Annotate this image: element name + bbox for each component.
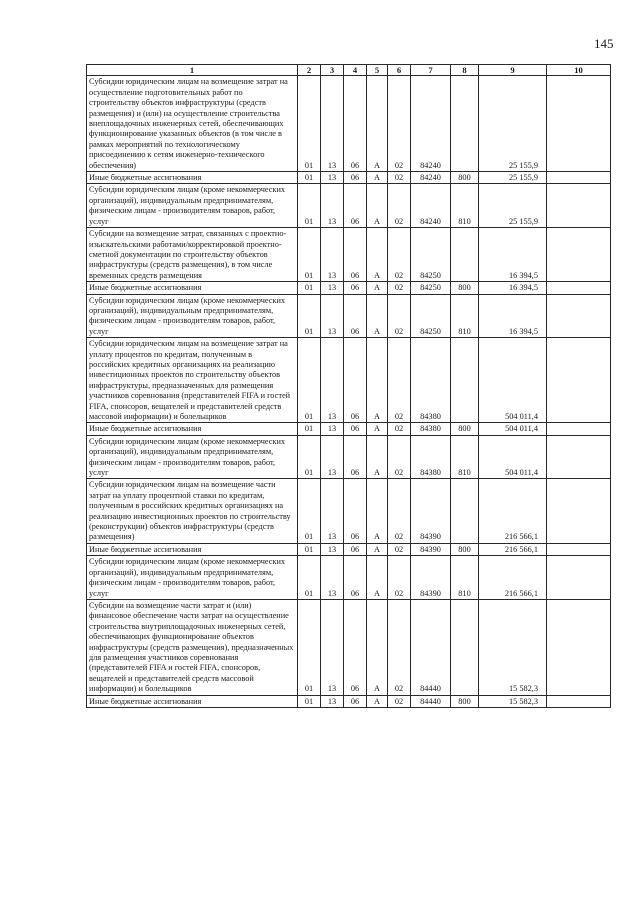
code-cell: 84240 (411, 172, 451, 184)
table-row (87, 423, 611, 435)
code-cell: 01 (298, 556, 321, 600)
code-cell: 84380 (411, 338, 451, 423)
amount-cell: 504 011,4 (479, 435, 547, 479)
code-cell: 06 (344, 338, 367, 423)
code-cell (451, 599, 479, 695)
row-name-cell: Иные бюджетные ассигнования (87, 543, 298, 555)
row-name-cell: Субсидии юридическим лицам (кроме некоммерческих организаций), индивидуальным предпринимателям, физическим лицам - производителям товаров, работ, услуг (87, 435, 298, 479)
code-cell: 01 (298, 172, 321, 184)
code-cell: 800 (451, 172, 479, 184)
code-cell: 01 (298, 599, 321, 695)
code-cell (547, 695, 611, 707)
code-cell: 810 (451, 556, 479, 600)
code-cell: 01 (298, 423, 321, 435)
code-cell: А (367, 294, 388, 338)
code-cell: 13 (321, 435, 344, 479)
amount-cell: 16 394,5 (479, 282, 547, 294)
column-header: 10 (547, 65, 611, 76)
code-cell: 800 (451, 282, 479, 294)
code-cell: 01 (298, 282, 321, 294)
table-row (87, 556, 611, 600)
code-cell (547, 423, 611, 435)
code-cell: А (367, 228, 388, 282)
row-name-cell: Субсидии на возмещение затрат, связанных с проектно-изыскательскими работами/корректировкой проектно-сметной документации по строительству объектов инфраструктуры (средств размещения), в том числе временных средств размещения (87, 228, 298, 282)
code-cell (547, 599, 611, 695)
code-cell: 06 (344, 282, 367, 294)
amount-cell: 216 566,1 (479, 543, 547, 555)
code-cell (451, 479, 479, 543)
table-row (87, 435, 611, 479)
code-cell: А (367, 479, 388, 543)
code-cell: 84440 (411, 599, 451, 695)
table-body (87, 76, 611, 708)
code-cell: 02 (388, 76, 411, 172)
row-name-cell: Субсидии юридическим лицам на возмещение затрат на осуществление подготовительных работ по строительству объектов инфраструктуры (средств размещения) и (или) на осуществление строительства внеплощадочных инженерных сетей, обеспечивающих функционирование указанных объектов (в том числе в рамках мероприятий по технологическому присоединению к сетям инженерно-технического обеспечения) (87, 76, 298, 172)
code-cell: 84390 (411, 479, 451, 543)
code-cell: 810 (451, 435, 479, 479)
code-cell: А (367, 423, 388, 435)
code-cell: А (367, 184, 388, 228)
code-cell: А (367, 76, 388, 172)
code-cell: 84250 (411, 282, 451, 294)
code-cell (451, 338, 479, 423)
code-cell: 13 (321, 556, 344, 600)
table-row (87, 228, 611, 282)
row-name-cell: Субсидии юридическим лицам (кроме некоммерческих организаций), индивидуальным предпринимателям, физическим лицам - производителям товаров, работ, услуг (87, 184, 298, 228)
row-name-cell: Субсидии юридическим лицам на возмещение затрат на уплату процентов по кредитам, полученным в российских кредитных организациях на реализацию инвестиционных проектов по строительству объектов инфраструктуры, предназначенных для размещения участников соревнования (представителей FIFA и гостей FIFA, спонсоров, вещателей и представителей средств массовой информации) и болельщиков (87, 338, 298, 423)
code-cell: 01 (298, 294, 321, 338)
code-cell: 84440 (411, 695, 451, 707)
amount-cell: 216 566,1 (479, 556, 547, 600)
row-name-cell: Субсидии юридическим лицам на возмещение части затрат на уплату процентной ставки по кредитам, полученным в российских кредитных организациях на реализацию инвестиционных проектов по строительству (реконструкции) объектов инфраструктуры (средств размещения) (87, 479, 298, 543)
code-cell: 13 (321, 76, 344, 172)
code-cell: 800 (451, 543, 479, 555)
code-cell: 13 (321, 543, 344, 555)
code-cell: 06 (344, 184, 367, 228)
code-cell: 01 (298, 76, 321, 172)
amount-cell: 216 566,1 (479, 479, 547, 543)
code-cell: 02 (388, 543, 411, 555)
code-cell: 13 (321, 184, 344, 228)
code-cell: 01 (298, 479, 321, 543)
table-row (87, 76, 611, 172)
code-cell: 02 (388, 435, 411, 479)
code-cell: А (367, 172, 388, 184)
amount-cell: 25 155,9 (479, 184, 547, 228)
code-cell (547, 435, 611, 479)
row-name-cell: Субсидии на возмещение части затрат и (или) финансовое обеспечение части затрат на осуществление строительства внутриплощадочных инженерных сетей, обеспечивающих функционирование объектов инфраструктуры (средств размещения), предназначенных для размещения участников соревнования (представителей FIFA и гостей FIFA, спонсоров, вещателей и представителей средств массовой информации) и болельщиков (87, 599, 298, 695)
code-cell: 02 (388, 228, 411, 282)
code-cell: 84390 (411, 543, 451, 555)
code-cell: 13 (321, 479, 344, 543)
code-cell: А (367, 435, 388, 479)
code-cell (547, 294, 611, 338)
amount-cell: 15 582,3 (479, 599, 547, 695)
code-cell (547, 338, 611, 423)
code-cell: 800 (451, 695, 479, 707)
code-cell (547, 543, 611, 555)
amount-cell: 16 394,5 (479, 294, 547, 338)
code-cell: 06 (344, 423, 367, 435)
code-cell (547, 76, 611, 172)
code-cell: 01 (298, 695, 321, 707)
code-cell: 810 (451, 294, 479, 338)
code-cell: 02 (388, 479, 411, 543)
code-cell: 06 (344, 435, 367, 479)
amount-cell: 15 582,3 (479, 695, 547, 707)
column-header: 4 (344, 65, 367, 76)
code-cell: А (367, 543, 388, 555)
table-row (87, 338, 611, 423)
code-cell: 13 (321, 695, 344, 707)
code-cell: 13 (321, 294, 344, 338)
column-header: 7 (411, 65, 451, 76)
code-cell: 01 (298, 543, 321, 555)
column-header: 3 (321, 65, 344, 76)
column-header: 1 (87, 65, 298, 76)
row-name-cell: Субсидии юридическим лицам (кроме некоммерческих организаций), индивидуальным предпринимателям, физическим лицам - производителям товаров, работ, услуг (87, 294, 298, 338)
table-header-row (87, 65, 611, 76)
row-name-cell: Иные бюджетные ассигнования (87, 423, 298, 435)
code-cell: 06 (344, 695, 367, 707)
code-cell (451, 228, 479, 282)
budget-table (86, 64, 611, 708)
table-row (87, 294, 611, 338)
code-cell (547, 479, 611, 543)
code-cell: 02 (388, 294, 411, 338)
table-row (87, 543, 611, 555)
code-cell: 06 (344, 479, 367, 543)
code-cell: 84240 (411, 76, 451, 172)
column-header: 8 (451, 65, 479, 76)
code-cell (547, 556, 611, 600)
table-row (87, 695, 611, 707)
code-cell: 84380 (411, 423, 451, 435)
column-header: 5 (367, 65, 388, 76)
code-cell: 06 (344, 76, 367, 172)
column-header: 2 (298, 65, 321, 76)
table-row (87, 172, 611, 184)
code-cell: А (367, 556, 388, 600)
amount-cell: 504 011,4 (479, 338, 547, 423)
code-cell: 84240 (411, 184, 451, 228)
code-cell: 13 (321, 338, 344, 423)
code-cell: 84250 (411, 294, 451, 338)
code-cell: 01 (298, 338, 321, 423)
code-cell (547, 282, 611, 294)
code-cell: 01 (298, 184, 321, 228)
amount-cell: 16 394,5 (479, 228, 547, 282)
code-cell (547, 228, 611, 282)
code-cell: 13 (321, 599, 344, 695)
code-cell: 13 (321, 172, 344, 184)
code-cell: 06 (344, 543, 367, 555)
code-cell: 84390 (411, 556, 451, 600)
amount-cell: 25 155,9 (479, 172, 547, 184)
code-cell: А (367, 338, 388, 423)
code-cell: 02 (388, 423, 411, 435)
amount-cell: 25 155,9 (479, 76, 547, 172)
code-cell: А (367, 695, 388, 707)
code-cell: 06 (344, 228, 367, 282)
code-cell: 84250 (411, 228, 451, 282)
code-cell: 13 (321, 228, 344, 282)
row-name-cell: Иные бюджетные ассигнования (87, 172, 298, 184)
code-cell (547, 172, 611, 184)
code-cell: 01 (298, 435, 321, 479)
code-cell: 06 (344, 172, 367, 184)
code-cell: 13 (321, 282, 344, 294)
code-cell: 13 (321, 423, 344, 435)
row-name-cell: Иные бюджетные ассигнования (87, 282, 298, 294)
code-cell: 02 (388, 695, 411, 707)
code-cell: 06 (344, 599, 367, 695)
code-cell: 06 (344, 556, 367, 600)
code-cell: А (367, 282, 388, 294)
column-header: 9 (479, 65, 547, 76)
code-cell: 02 (388, 338, 411, 423)
code-cell: 84380 (411, 435, 451, 479)
code-cell: А (367, 599, 388, 695)
code-cell (451, 76, 479, 172)
code-cell: 810 (451, 184, 479, 228)
code-cell: 800 (451, 423, 479, 435)
code-cell: 02 (388, 184, 411, 228)
code-cell: 02 (388, 599, 411, 695)
code-cell: 01 (298, 228, 321, 282)
table-row (87, 479, 611, 543)
code-cell: 02 (388, 282, 411, 294)
amount-cell: 504 011,4 (479, 423, 547, 435)
code-cell: 06 (344, 294, 367, 338)
column-header: 6 (388, 65, 411, 76)
code-cell: 02 (388, 172, 411, 184)
table-row (87, 184, 611, 228)
table-row (87, 282, 611, 294)
code-cell: 02 (388, 556, 411, 600)
code-cell (547, 184, 611, 228)
row-name-cell: Субсидии юридическим лицам (кроме некоммерческих организаций), индивидуальным предпринимателям, физическим лицам - производителям товаров, работ, услуг (87, 556, 298, 600)
table-row (87, 599, 611, 695)
row-name-cell: Иные бюджетные ассигнования (87, 695, 298, 707)
page-number: 145 (594, 36, 614, 51)
